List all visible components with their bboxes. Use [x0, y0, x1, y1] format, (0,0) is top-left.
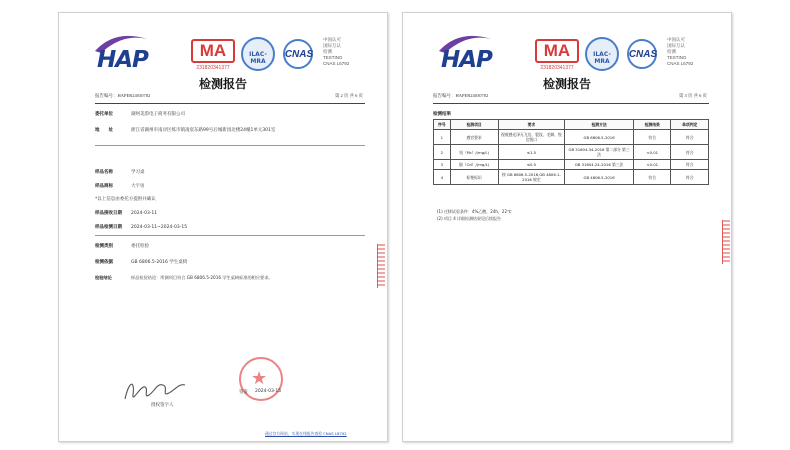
- footer-link[interactable]: 通过官方网站，实现在线报告查验 CNAS L6792: [265, 431, 347, 436]
- issue-date: 2024-03-15: [255, 389, 282, 394]
- field-value: 样品检验结论：所测项目符合 GB 6806.5-2016 学生桌椅标准的相应要求。: [131, 275, 273, 280]
- table-cell: 1: [434, 130, 451, 145]
- table-cell: 符合: [671, 160, 709, 170]
- page-number: 第 2 页 共 6 页: [334, 93, 363, 98]
- report-number: 报告编号：HAPER24030782: [95, 93, 151, 98]
- hap-logo: [91, 31, 155, 81]
- table-cell: 符合: [671, 170, 709, 185]
- column-header: 序号: [434, 120, 451, 130]
- field-value: 2024-03-11: [131, 211, 158, 216]
- table-cell: 符合: [633, 130, 671, 145]
- ilac-logo: [241, 37, 275, 71]
- cma-number: 231820341377: [540, 65, 574, 71]
- field-label: 委托单位: [95, 112, 113, 117]
- report-title: 检测报告: [542, 77, 591, 91]
- table-cell: 符合: [671, 130, 709, 145]
- cma-number: 231820341377: [196, 65, 230, 71]
- report-page-1: [58, 12, 388, 442]
- column-header: 检测方法: [565, 120, 634, 130]
- cma-logo: [191, 39, 235, 75]
- field-label: 样品名称: [95, 170, 113, 175]
- table-cell: 3: [434, 160, 451, 170]
- perforation-seal-icon: [722, 220, 730, 264]
- side-line: 国际互认: [667, 43, 685, 48]
- table-cell: GB 4806.5-2016: [565, 170, 634, 185]
- field-test-basis: [95, 259, 187, 265]
- side-line: 检测: [323, 49, 332, 54]
- cma-mark: MA: [191, 39, 235, 63]
- cnas-text: CNAS: [284, 49, 314, 60]
- field-label: 样品商标: [95, 184, 113, 189]
- field-value: 委托检验: [131, 244, 149, 249]
- column-header: 检测项目: [450, 120, 498, 130]
- side-line: 检测: [667, 49, 676, 54]
- hap-logo: [435, 31, 499, 81]
- table-cell: 镉（Cd）/(mg/L): [450, 160, 498, 170]
- field-value: *以上信息由委托方提供并确认: [95, 197, 156, 202]
- cnas-logo: [623, 39, 661, 69]
- side-line: 国际互认: [323, 43, 341, 48]
- field-value: 2024-03-11~2024-03-15: [131, 225, 188, 230]
- report-number: 报告编号：HAPER24030782: [433, 93, 489, 98]
- table-cell: <0.01: [633, 160, 671, 170]
- table-cell: 符合: [633, 170, 671, 185]
- field-note: [95, 196, 156, 202]
- side-line: 中国认可: [323, 37, 341, 42]
- table-row: [434, 170, 709, 185]
- field-label: 地 址: [95, 128, 113, 133]
- signer-label: 授权签字人: [151, 403, 174, 408]
- accreditation-lines: [667, 37, 707, 67]
- accreditation-lines: [323, 37, 363, 67]
- results-table: [433, 119, 709, 185]
- table-cell: GB 31604.24-2016 第三法: [565, 160, 634, 170]
- report-meta: [433, 93, 707, 101]
- field-label: 检测依据: [95, 260, 113, 265]
- cma-mark: MA: [535, 39, 579, 63]
- table-cell: GB 31604.34-2016 第二部分 第三法: [565, 145, 634, 160]
- table-cell: <0.01: [633, 145, 671, 160]
- table-cell: 2: [434, 145, 451, 160]
- field-test-category: [95, 243, 149, 249]
- table-cell: 符合: [671, 145, 709, 160]
- field-value: 湖州美韵电子商务有限公司: [131, 112, 185, 117]
- ilac-logo: [585, 37, 619, 71]
- page-number: 第 3 页 共 6 页: [678, 93, 707, 98]
- table-row: [434, 145, 709, 160]
- cnas-logo: [279, 39, 317, 69]
- section-title: 检测结果: [433, 112, 451, 117]
- field-value: 大宇宙: [131, 184, 145, 189]
- field-address: [95, 127, 275, 133]
- table-row: [434, 160, 709, 170]
- field-client: [95, 111, 185, 117]
- table-header-row: [434, 120, 709, 130]
- table-cell: GB 6806.5-2016: [565, 130, 634, 145]
- table-cell: 铅（Pb）/(mg/L): [450, 145, 498, 160]
- field-value: 学习桌: [131, 170, 145, 175]
- field-value: 浙江省湖州市南浔区练市镇凌宸东路99号后城新园北楼24幢1单元301室: [131, 128, 276, 133]
- table-cell: 按 GB 6806.5-2016,GB 4806.1-2016 规定: [498, 170, 565, 185]
- field-conclusion: [95, 275, 273, 281]
- hap-text: HAP: [97, 47, 148, 73]
- field-sample-name: [95, 169, 145, 175]
- divider: [95, 235, 365, 236]
- field-received-date: [95, 210, 157, 216]
- table-cell: ≤0.5: [498, 160, 565, 170]
- report-meta: [95, 93, 363, 101]
- table-cell: 感官要求: [450, 130, 498, 145]
- table-cell: 标签标识: [450, 170, 498, 185]
- field-label: 检测类别: [95, 244, 113, 249]
- column-header: 单项判定: [671, 120, 709, 130]
- field-label: 样品接收日期: [95, 211, 122, 216]
- table-cell: ≤1.5: [498, 145, 565, 160]
- side-line: CNAS L6792: [667, 61, 694, 66]
- cma-logo: [535, 39, 579, 75]
- column-header: 检测结果: [633, 120, 671, 130]
- divider: [95, 145, 365, 146]
- report-page-2: [402, 12, 732, 442]
- divider: [433, 103, 709, 104]
- column-header: 要求: [498, 120, 565, 130]
- issue-label: 签发: [239, 390, 248, 395]
- field-value: GB 6806.5-2016 学生桌椅: [131, 260, 188, 265]
- table-row: [434, 130, 709, 145]
- field-test-date: [95, 224, 187, 230]
- perforation-seal-icon: [377, 244, 385, 288]
- table-note: (1) 迁移试验条件：4%乙酸，24h，22℃: [437, 209, 512, 214]
- field-trademark: [95, 183, 145, 189]
- field-label: 检验结论: [95, 275, 112, 280]
- side-line: TESTING: [323, 55, 343, 60]
- table-cell: 4: [434, 170, 451, 185]
- table-cell: 视观感光泽无飞边、裂纹、毛刺、锐边锐口: [498, 130, 565, 145]
- ilac-text: ILAC-MRA: [249, 51, 267, 65]
- hap-text: HAP: [441, 47, 492, 73]
- field-label: 样品检测日期: [95, 225, 122, 230]
- cnas-text: CNAS: [628, 49, 658, 60]
- seal-star-icon: ★: [251, 368, 268, 389]
- ilac-text: ILAC-MRA: [593, 51, 611, 65]
- side-line: 中国认可: [667, 37, 685, 42]
- report-title: 检测报告: [198, 77, 247, 91]
- table-note: (2) 项目 4 详细检测结果见后续报告: [437, 216, 502, 221]
- side-line: TESTING: [667, 55, 687, 60]
- divider: [95, 103, 365, 104]
- side-line: CNAS L6792: [323, 61, 350, 66]
